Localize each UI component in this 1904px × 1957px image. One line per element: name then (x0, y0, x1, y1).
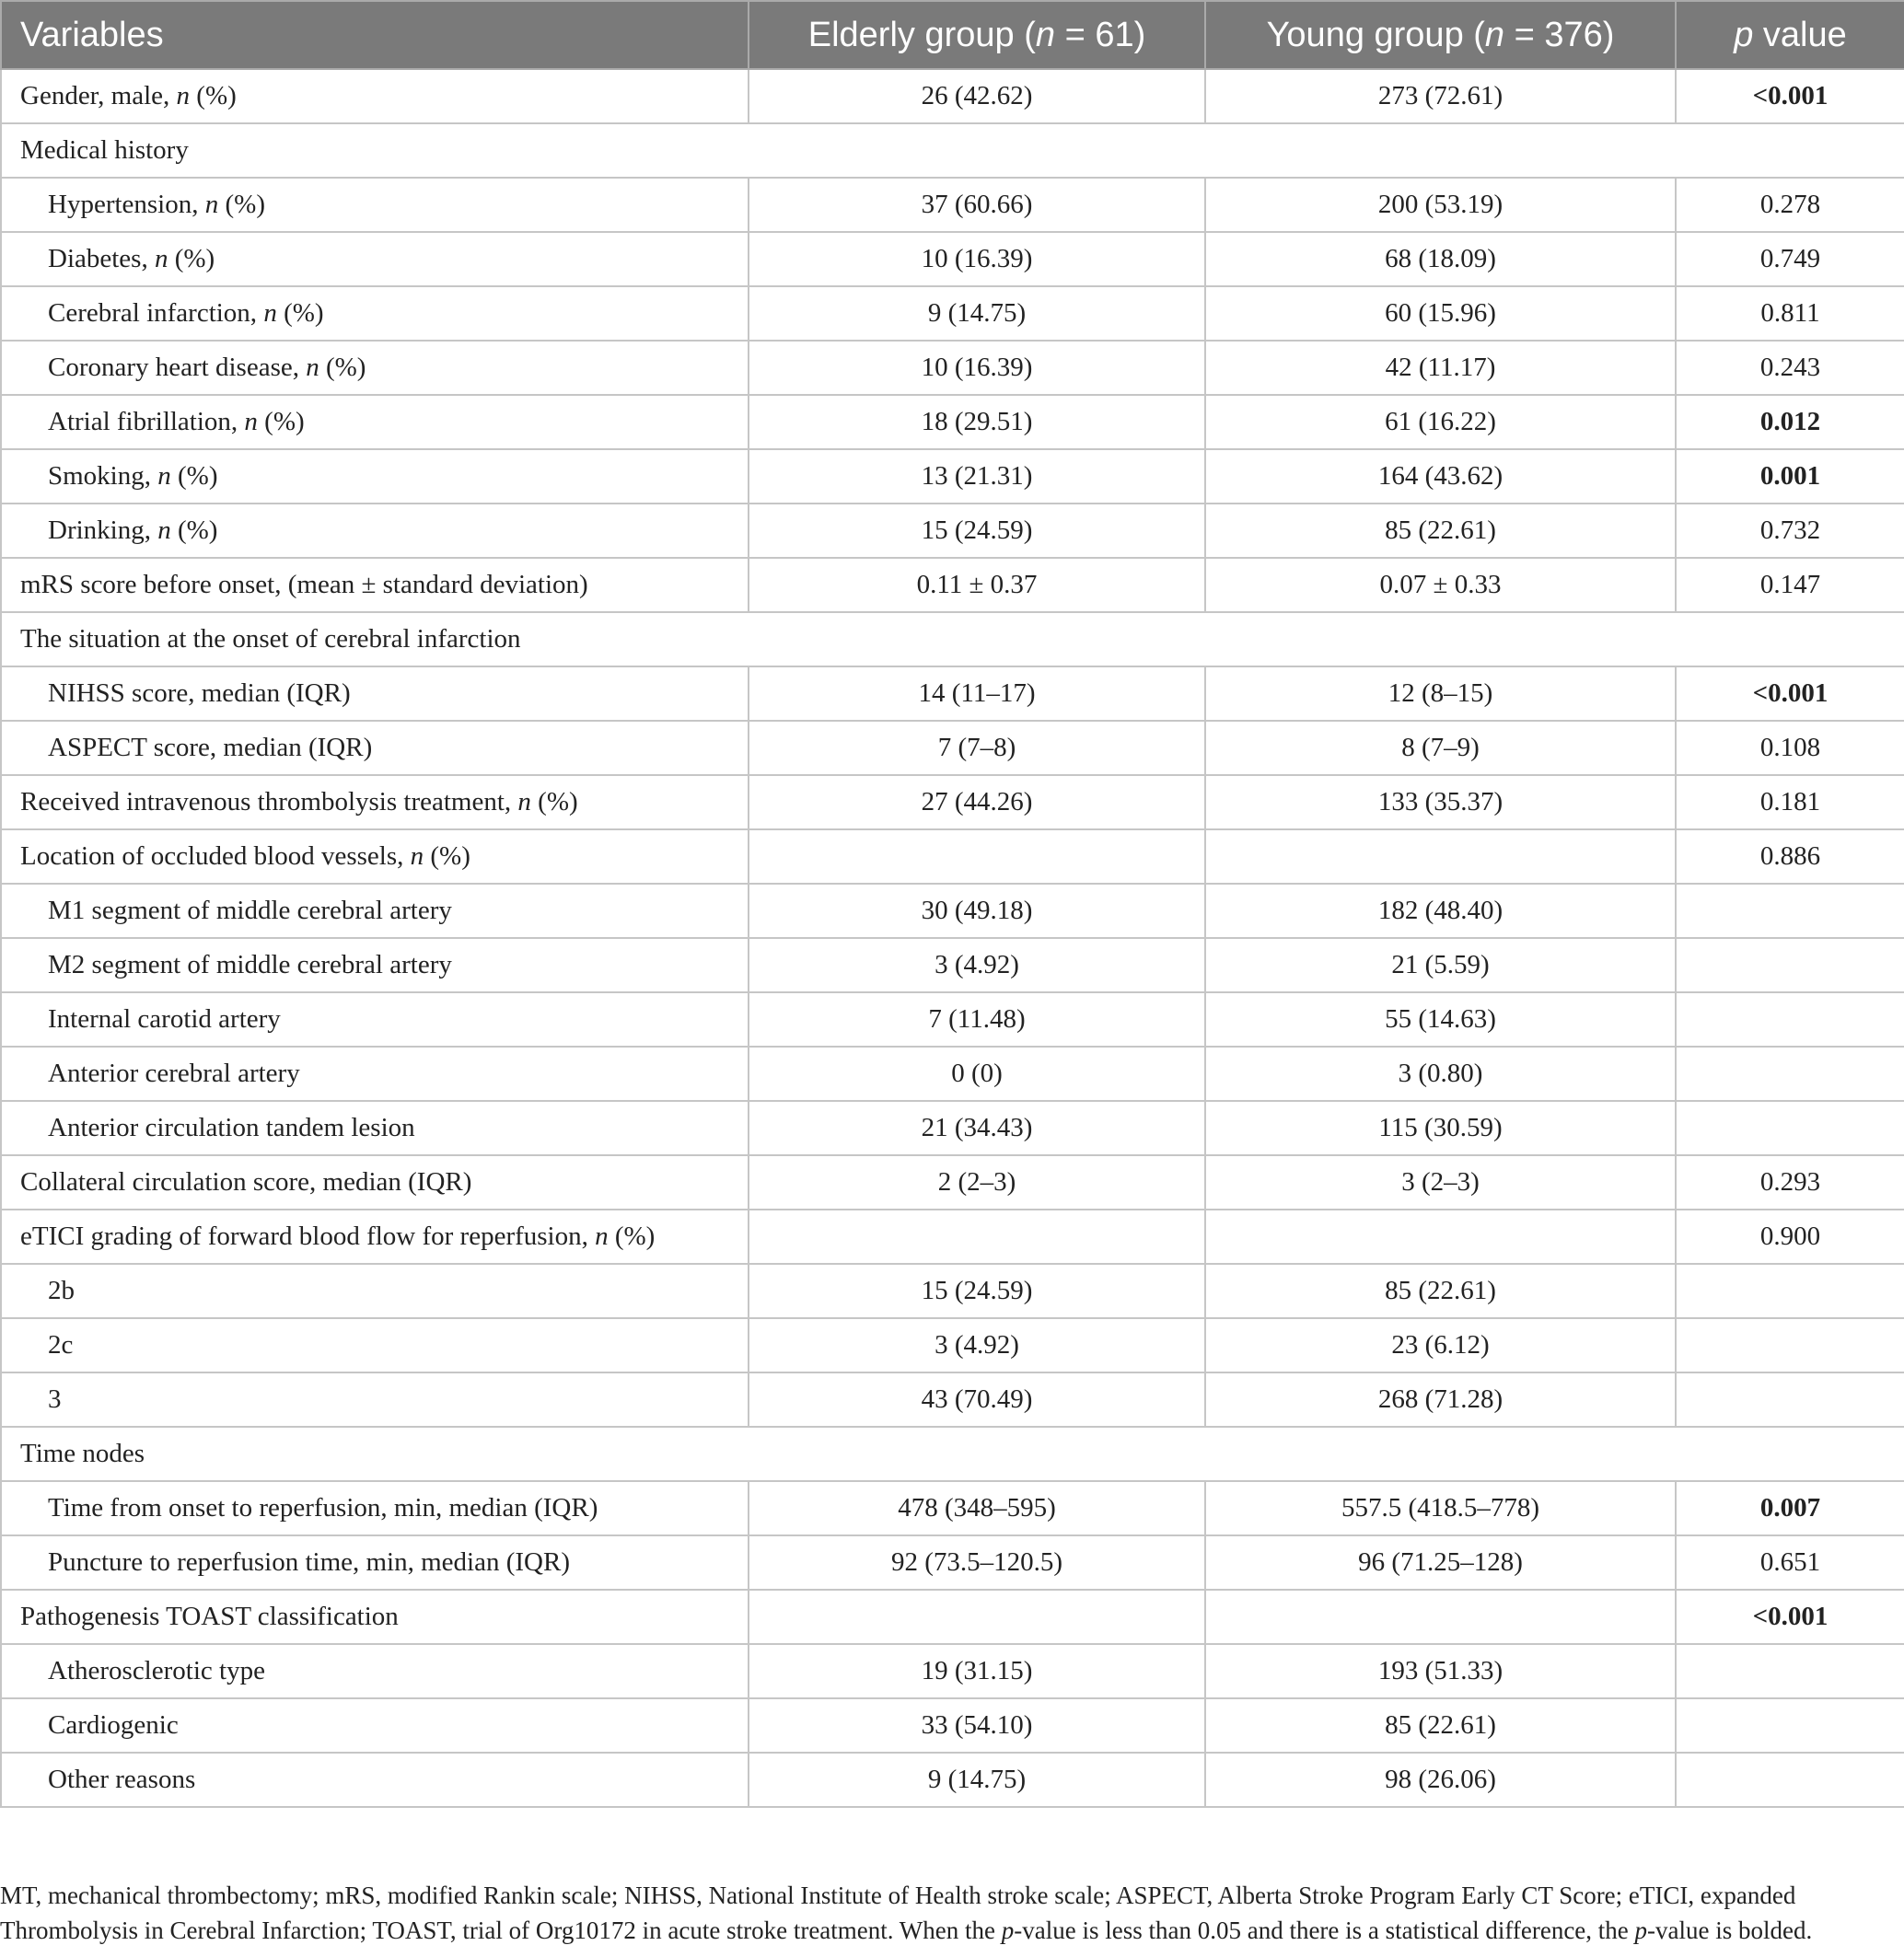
elderly-value-cell: 2 (2–3) (749, 1155, 1205, 1210)
p-value-cell (1676, 1101, 1904, 1155)
elderly-value-cell: 0.11 ± 0.37 (749, 558, 1205, 612)
elderly-value-cell: 37 (60.66) (749, 178, 1205, 232)
header-young-count: = 376) (1504, 15, 1615, 54)
young-value-cell: 268 (71.28) (1205, 1372, 1676, 1427)
footnote-p-italic-2: p (1634, 1916, 1648, 1944)
variable-label: Time from onset to reperfusion, min, median (IQR) (48, 1493, 598, 1523)
young-value-cell (1205, 829, 1676, 884)
table-row (1, 178, 1904, 232)
table-row (1, 395, 1904, 449)
elderly-value-cell: 33 (54.10) (749, 1698, 1205, 1753)
p-value-cell: 0.012 (1676, 395, 1904, 449)
table-row (1, 1372, 1904, 1427)
header-elderly-text: Elderly group ( (807, 15, 1036, 54)
table-row (1, 1264, 1904, 1318)
variable-cell (1, 449, 749, 504)
header-p-rest: value (1753, 15, 1847, 54)
header-young-group (1205, 1, 1676, 69)
variable-label: Cardiogenic (48, 1710, 179, 1740)
variable-label-italic: n (263, 298, 277, 328)
variable-label: Puncture to reperfusion time, min, median (IQR) (48, 1547, 570, 1577)
variable-label-suffix: (%) (530, 787, 578, 816)
p-value-cell (1676, 1264, 1904, 1318)
elderly-value-cell: 27 (44.26) (749, 775, 1205, 829)
header-variables-text: Variables (20, 15, 164, 54)
table-row (1, 1535, 1904, 1590)
footnote-text-1: MT, mechanical thrombectomy; mRS, modified Rankin scale; NIHSS, National Institute of Health stroke scale; ASPECT, Alberta Stroke Program Early CT Score; eTICI, expanded Thrombolysis in Cerebral Infarction; TOAST, trial of Org10172 in acute stroke treatment. When the (0, 1882, 1796, 1944)
table-row (1, 1047, 1904, 1101)
variable-label: NIHSS score, median (IQR) (48, 678, 351, 708)
variable-label-suffix: (%) (170, 461, 218, 491)
variable-cell (1, 1481, 749, 1535)
young-value-cell: 42 (11.17) (1205, 341, 1676, 395)
table-row (1, 775, 1904, 829)
table-row (1, 884, 1904, 938)
variable-label: Atherosclerotic type (48, 1656, 265, 1685)
variable-cell (1, 1101, 749, 1155)
p-value-cell (1676, 1372, 1904, 1427)
elderly-value-cell: 30 (49.18) (749, 884, 1205, 938)
p-value-cell (1676, 884, 1904, 938)
p-value-cell (1676, 1644, 1904, 1698)
table-row (1, 1481, 1904, 1535)
variable-cell (1, 395, 749, 449)
variable-label: 2c (48, 1330, 74, 1360)
p-value-cell (1676, 1318, 1904, 1372)
p-value-cell: <0.001 (1676, 1590, 1904, 1644)
p-value-cell: 0.181 (1676, 775, 1904, 829)
variable-label: Received intravenous thrombolysis treatment, (20, 787, 518, 816)
p-value-cell: 0.243 (1676, 341, 1904, 395)
variable-cell (1, 1698, 749, 1753)
footnote-text-2: -value is less than 0.05 and there is a statistical difference, the (1014, 1916, 1635, 1944)
variable-cell (1, 992, 749, 1047)
variable-cell (1, 775, 749, 829)
young-value-cell: 85 (22.61) (1205, 1698, 1676, 1753)
elderly-value-cell: 92 (73.5–120.5) (749, 1535, 1205, 1590)
variable-label: 3 (48, 1384, 62, 1414)
young-value-cell: 21 (5.59) (1205, 938, 1676, 992)
variable-cell (1, 1535, 749, 1590)
young-value-cell: 55 (14.63) (1205, 992, 1676, 1047)
elderly-value-cell: 15 (24.59) (749, 1264, 1205, 1318)
variable-label: M2 segment of middle cerebral artery (48, 950, 452, 979)
elderly-value-cell: 21 (34.43) (749, 1101, 1205, 1155)
p-value-cell: 0.293 (1676, 1155, 1904, 1210)
section-header-row (1, 612, 1904, 666)
elderly-value-cell: 13 (21.31) (749, 449, 1205, 504)
table-row (1, 1210, 1904, 1264)
variable-cell (1, 1318, 749, 1372)
elderly-value-cell (749, 1210, 1205, 1264)
p-value-cell (1676, 1698, 1904, 1753)
variable-label-suffix: (%) (424, 841, 470, 871)
table-row (1, 1644, 1904, 1698)
young-value-cell: 23 (6.12) (1205, 1318, 1676, 1372)
elderly-value-cell: 15 (24.59) (749, 504, 1205, 558)
variable-label: mRS score before onset, (mean ± standard deviation) (20, 570, 588, 599)
table-row (1, 992, 1904, 1047)
variable-label: Atrial fibrillation, (48, 407, 245, 436)
elderly-value-cell: 7 (7–8) (749, 721, 1205, 775)
table-header (1, 1, 1904, 69)
variable-cell (1, 938, 749, 992)
table-row (1, 721, 1904, 775)
variable-cell (1, 178, 749, 232)
table-row (1, 1101, 1904, 1155)
young-value-cell: 3 (0.80) (1205, 1047, 1676, 1101)
variable-label: Pathogenesis TOAST classification (20, 1602, 399, 1631)
elderly-value-cell (749, 829, 1205, 884)
section-header-row (1, 1427, 1904, 1481)
variable-label-suffix: (%) (608, 1222, 656, 1251)
header-elderly-n: n (1035, 15, 1056, 54)
p-value-cell: 0.732 (1676, 504, 1904, 558)
variable-label-suffix: (%) (168, 244, 215, 273)
p-value-cell (1676, 938, 1904, 992)
variable-label-italic: n (157, 515, 171, 545)
header-row (1, 1, 1904, 69)
elderly-value-cell: 10 (16.39) (749, 341, 1205, 395)
variable-label-suffix: (%) (257, 407, 305, 436)
young-value-cell: 12 (8–15) (1205, 666, 1676, 721)
variable-cell (1, 1155, 749, 1210)
variable-label-italic: n (517, 787, 531, 816)
variable-label: M1 segment of middle cerebral artery (48, 896, 452, 925)
table-row (1, 1590, 1904, 1644)
table-row (1, 69, 1904, 123)
section-label: Medical history (1, 123, 1904, 178)
young-value-cell: 68 (18.09) (1205, 232, 1676, 286)
p-value-cell: 0.001 (1676, 449, 1904, 504)
p-value-cell: <0.001 (1676, 666, 1904, 721)
variable-label-italic: n (176, 81, 191, 110)
variable-label: Diabetes, (48, 244, 155, 273)
variable-cell (1, 884, 749, 938)
header-p-letter: p (1734, 15, 1754, 54)
elderly-value-cell: 478 (348–595) (749, 1481, 1205, 1535)
young-value-cell: 0.07 ± 0.33 (1205, 558, 1676, 612)
variable-cell (1, 1753, 749, 1807)
young-value-cell: 133 (35.37) (1205, 775, 1676, 829)
p-value-cell: 0.886 (1676, 829, 1904, 884)
elderly-value-cell: 14 (11–17) (749, 666, 1205, 721)
header-elderly-group (749, 1, 1205, 69)
table-row (1, 286, 1904, 341)
variable-label-italic: n (410, 841, 424, 871)
header-variables (1, 1, 749, 69)
table-row (1, 232, 1904, 286)
elderly-value-cell: 3 (4.92) (749, 1318, 1205, 1372)
elderly-value-cell: 10 (16.39) (749, 232, 1205, 286)
variable-label: Coronary heart disease, (48, 353, 307, 382)
young-value-cell: 60 (15.96) (1205, 286, 1676, 341)
young-value-cell (1205, 1590, 1676, 1644)
p-value-cell: 0.749 (1676, 232, 1904, 286)
table-row (1, 1753, 1904, 1807)
table-row (1, 1698, 1904, 1753)
table-row (1, 1155, 1904, 1210)
elderly-value-cell: 19 (31.15) (749, 1644, 1205, 1698)
variable-label-suffix: (%) (170, 515, 218, 545)
elderly-value-cell: 0 (0) (749, 1047, 1205, 1101)
p-value-cell: 0.147 (1676, 558, 1904, 612)
elderly-value-cell: 3 (4.92) (749, 938, 1205, 992)
variable-cell (1, 1210, 749, 1264)
header-elderly-count: = 61) (1055, 15, 1146, 54)
variable-label-italic: n (157, 461, 171, 491)
young-value-cell: 115 (30.59) (1205, 1101, 1676, 1155)
variable-cell (1, 341, 749, 395)
section-label: The situation at the onset of cerebral infarction (1, 612, 1904, 666)
variable-label-suffix: (%) (319, 353, 366, 382)
elderly-value-cell (749, 1590, 1205, 1644)
p-value-cell: <0.001 (1676, 69, 1904, 123)
variable-cell (1, 504, 749, 558)
variable-label: Cerebral infarction, (48, 298, 264, 328)
variable-label-suffix: (%) (190, 81, 237, 110)
p-value-cell (1676, 992, 1904, 1047)
p-value-cell: 0.900 (1676, 1210, 1904, 1264)
table-row (1, 341, 1904, 395)
variable-label-italic: n (244, 407, 258, 436)
young-value-cell: 200 (53.19) (1205, 178, 1676, 232)
variable-cell (1, 829, 749, 884)
elderly-value-cell: 9 (14.75) (749, 1753, 1205, 1807)
table-row (1, 829, 1904, 884)
header-p-value (1676, 1, 1904, 69)
variable-label: Anterior cerebral artery (48, 1059, 300, 1088)
variable-label: Smoking, (48, 461, 158, 491)
young-value-cell: 557.5 (418.5–778) (1205, 1481, 1676, 1535)
variable-label-italic: n (306, 353, 319, 382)
variable-cell (1, 1047, 749, 1101)
header-young-text: Young group ( (1266, 15, 1485, 54)
p-value-cell: 0.007 (1676, 1481, 1904, 1535)
p-value-cell: 0.278 (1676, 178, 1904, 232)
variable-label: Location of occluded blood vessels, (20, 841, 411, 871)
variable-cell (1, 232, 749, 286)
variable-label-italic: n (595, 1222, 609, 1251)
section-label: Time nodes (1, 1427, 1904, 1481)
variable-cell (1, 1590, 749, 1644)
young-value-cell: 8 (7–9) (1205, 721, 1676, 775)
p-value-cell (1676, 1753, 1904, 1807)
table-row (1, 666, 1904, 721)
variable-cell (1, 69, 749, 123)
young-value-cell (1205, 1210, 1676, 1264)
variable-label-suffix: (%) (218, 190, 265, 219)
young-value-cell: 193 (51.33) (1205, 1644, 1676, 1698)
table-body (1, 69, 1904, 1807)
young-value-cell: 164 (43.62) (1205, 449, 1676, 504)
table-row (1, 938, 1904, 992)
variable-label: Anterior circulation tandem lesion (48, 1113, 415, 1142)
header-young-n: n (1484, 15, 1505, 54)
variable-label-italic: n (154, 244, 168, 273)
table-row (1, 558, 1904, 612)
young-value-cell: 3 (2–3) (1205, 1155, 1676, 1210)
variable-cell (1, 558, 749, 612)
variable-label: Internal carotid artery (48, 1004, 281, 1034)
variable-label: Gender, male, (20, 81, 177, 110)
variable-label: Other reasons (48, 1765, 196, 1794)
variable-label-italic: n (204, 190, 219, 219)
elderly-value-cell: 26 (42.62) (749, 69, 1205, 123)
young-value-cell: 85 (22.61) (1205, 1264, 1676, 1318)
variable-cell (1, 1372, 749, 1427)
table-row (1, 1318, 1904, 1372)
young-value-cell: 61 (16.22) (1205, 395, 1676, 449)
young-value-cell: 96 (71.25–128) (1205, 1535, 1676, 1590)
variable-label: 2b (48, 1276, 75, 1305)
variable-cell (1, 666, 749, 721)
variable-cell (1, 1644, 749, 1698)
variable-label: Hypertension, (48, 190, 205, 219)
variable-label: Collateral circulation score, median (IQR) (20, 1167, 472, 1197)
p-value-cell: 0.811 (1676, 286, 1904, 341)
variable-cell (1, 286, 749, 341)
footnote-text-3: -value is bolded. (1647, 1916, 1813, 1944)
young-value-cell: 85 (22.61) (1205, 504, 1676, 558)
variable-label: eTICI grading of forward blood flow for reperfusion, (20, 1222, 596, 1251)
p-value-cell (1676, 1047, 1904, 1101)
footnote-p-italic-1: p (1001, 1916, 1015, 1944)
section-header-row (1, 123, 1904, 178)
table-row (1, 449, 1904, 504)
elderly-value-cell: 9 (14.75) (749, 286, 1205, 341)
p-value-cell: 0.651 (1676, 1535, 1904, 1590)
young-value-cell: 182 (48.40) (1205, 884, 1676, 938)
elderly-value-cell: 43 (70.49) (749, 1372, 1205, 1427)
variable-label-suffix: (%) (276, 298, 324, 328)
young-value-cell: 273 (72.61) (1205, 69, 1676, 123)
variable-cell (1, 721, 749, 775)
table-row (1, 504, 1904, 558)
variable-cell (1, 1264, 749, 1318)
elderly-value-cell: 7 (11.48) (749, 992, 1205, 1047)
table-footnote (0, 1878, 1897, 1948)
variable-label: Drinking, (48, 515, 158, 545)
young-value-cell: 98 (26.06) (1205, 1753, 1676, 1807)
variable-label: ASPECT score, median (IQR) (48, 733, 373, 762)
p-value-cell: 0.108 (1676, 721, 1904, 775)
elderly-value-cell: 18 (29.51) (749, 395, 1205, 449)
